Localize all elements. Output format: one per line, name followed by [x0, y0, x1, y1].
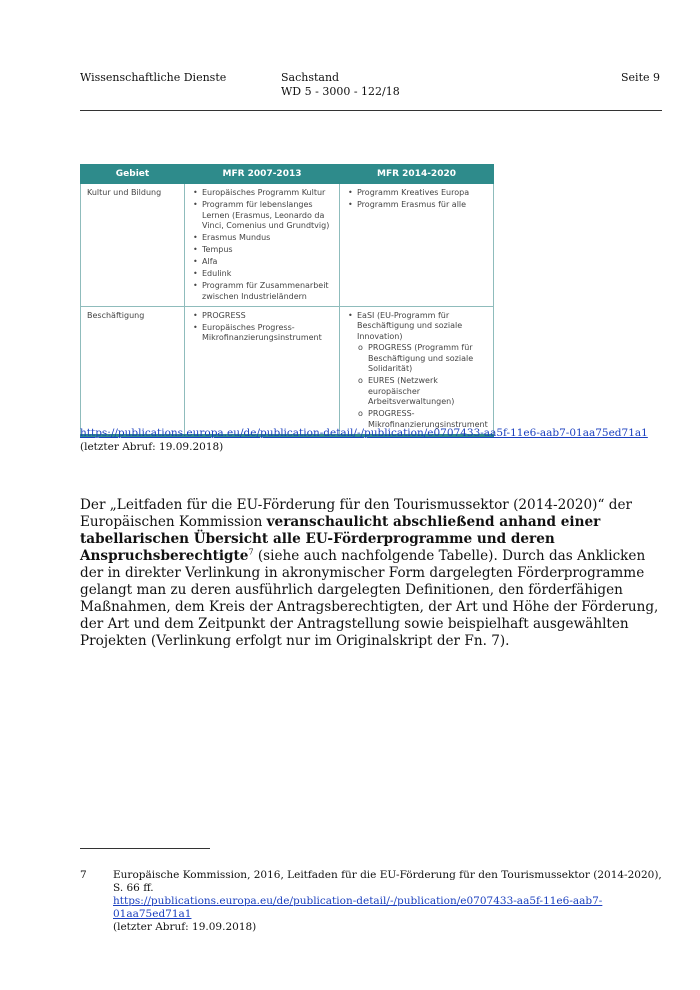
source-access-date: (letzter Abruf: 19.09.2018)	[80, 441, 224, 453]
paragraph-text-intro: Der „Leitfaden für die EU-Förderung für den Tourismussektor (2014-2020)“ der Europäischen Kommission	[80, 497, 632, 530]
source-link[interactable]: https://publications.europa.eu/de/publication-detail/-/publication/e0707433-aa5f-11e6-aab7-01aa75ed71a1	[80, 427, 648, 439]
header-doc-type: Sachstand	[281, 71, 340, 84]
column-header-mfr-2007: MFR 2007-2013	[185, 165, 340, 184]
paragraph-text-rest: (siehe auch nachfolgende Tabelle). Durch das Anklicken der in direkter Verlinkung in akronymischer Form dargelegten Förderprogramme gelangt man zu deren ausführlich dargelegten Definitionen, den förderfähigen Maßnahmen, dem Kreis der Antragsberechtigten, der Art und Höhe der Förderung, der Art und dem Zeitpunkt der Antragstellung sowie beispielhaft ausgewählten Projekten (Verlinkung erfolgt nur im Originalskript der Fn. 7).	[80, 548, 659, 649]
column-header-mfr-2014: MFR 2014-2020	[340, 165, 494, 184]
programs-2014-cell	[340, 306, 494, 435]
funding-programs-table	[80, 164, 494, 437]
list-item: • Programm Kreatives Europa	[346, 188, 490, 199]
list-item	[346, 311, 490, 431]
table-row	[81, 306, 494, 435]
funding-table-image	[80, 164, 493, 437]
list-item: • Europäisches Progress-Mikrofinanzierungsinstrument	[191, 323, 336, 344]
list-item: • Programm für Zusammenarbeit zwischen Industrieländern	[191, 281, 336, 302]
list-item: • Programm Erasmus für alle	[346, 200, 490, 211]
programs-2007-cell	[185, 184, 340, 307]
table-row	[81, 184, 494, 307]
footnote-divider	[80, 848, 210, 849]
footnote-body	[113, 869, 662, 934]
programs-2014-cell	[340, 184, 494, 307]
header-document-info	[281, 71, 400, 99]
sub-list-item: o PROGRESS-Mikrofinanzierungsinstrument	[357, 409, 490, 430]
header-page-number: Seite 9	[621, 71, 660, 84]
table-source-caption	[80, 426, 662, 454]
table-header-row	[81, 165, 494, 184]
sub-list-item: o EURES (Netzwerk europäischer Arbeitsverwaltungen)	[357, 376, 490, 408]
header-divider	[80, 110, 662, 111]
list-item: • PROGRESS	[191, 311, 336, 322]
footnote-access-date: (letzter Abruf: 19.09.2018)	[113, 921, 257, 933]
body-paragraph	[80, 497, 662, 650]
area-cell: Kultur und Bildung	[81, 184, 185, 307]
programs-2007-cell	[185, 306, 340, 435]
header-institution: Wissenschaftliche Dienste	[80, 71, 227, 84]
column-header-area: Gebiet	[81, 165, 185, 184]
sub-list-item: o PROGRESS (Programm für Beschäftigung und soziale Solidarität)	[357, 343, 490, 375]
list-item: • Programm für lebenslanges Lernen (Erasmus, Leonardo da Vinci, Comenius und Grundtvig)	[191, 200, 336, 232]
list-item-label: EaSI (EU-Programm für Beschäftigung und soziale Innovation)	[357, 310, 463, 341]
footnote-reference[interactable]: 7	[248, 547, 254, 557]
list-item: • Europäisches Programm Kultur	[191, 188, 336, 199]
footnote-link[interactable]: https://publications.europa.eu/de/publication-detail/-/publication/e0707433-aa5f-11e6-aab7-01aa75ed71a1	[113, 895, 603, 920]
list-item: • Alfa	[191, 257, 336, 268]
header-doc-number: WD 5 - 3000 - 122/18	[281, 85, 400, 98]
footnote	[80, 869, 662, 934]
list-item: • Erasmus Mundus	[191, 233, 336, 244]
list-item: • Edulink	[191, 269, 336, 280]
footnote-number: 7	[80, 869, 87, 881]
footnote-text: Europäische Kommission, 2016, Leitfaden für die EU-Förderung für den Tourismussektor (2014-2020), S. 66 ff.	[113, 869, 662, 894]
paragraph-emphasis: veranschaulicht abschließend anhand einer tabellarischen Übersicht alle EU-Förderprogramme und deren Anspruchsberechtigte	[80, 514, 601, 564]
list-item: • Tempus	[191, 245, 336, 256]
area-cell: Beschäftigung	[81, 306, 185, 435]
